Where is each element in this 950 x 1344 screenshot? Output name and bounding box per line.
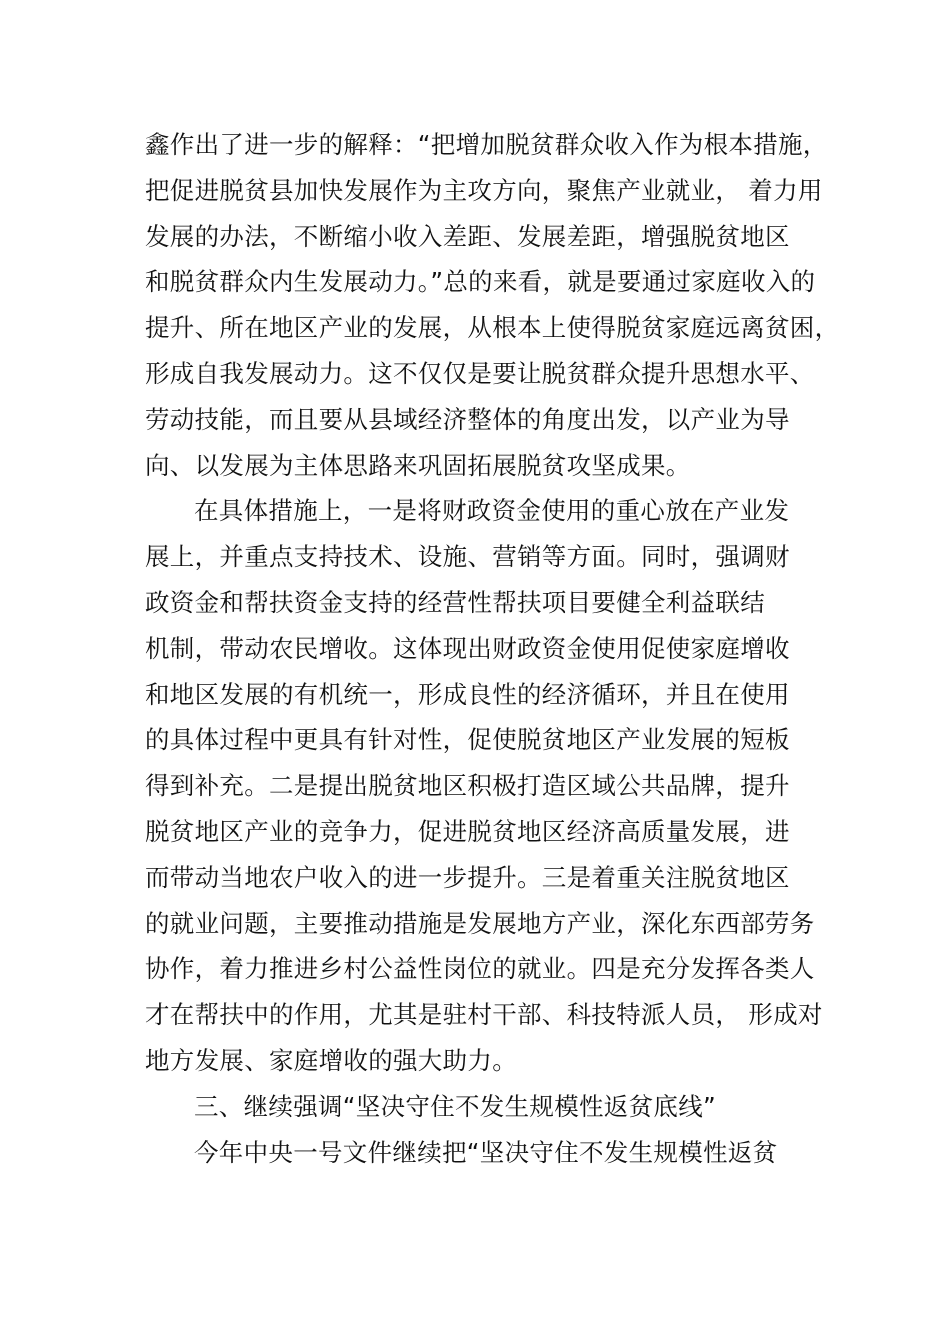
paragraph-first-line: 在具体措施上，一是将财政资金使用的重心放在产业发 <box>194 496 790 526</box>
text-line: 而带动当地农户收入的进一步提升。三是着重关注脱贫地区 <box>145 862 790 892</box>
text-line: 把促进脱贫县加快发展作为主攻方向，聚焦产业就业， 着力用 <box>145 175 823 205</box>
text-line: 才在帮扶中的作用，尤其是驻村干部、科技特派人员， 形成对 <box>145 1000 823 1030</box>
text-line: 提升、所在地区产业的发展，从根本上使得脱贫家庭远离贫困， <box>145 313 840 343</box>
body-text <box>145 122 840 1175</box>
text-line: 发展的办法，不断缩小收入差距、发展差距，增强脱贫地区 <box>145 221 790 251</box>
text-line: 协作，着力推进乡村公益性岗位的就业。四是充分发挥各类人 <box>145 954 815 984</box>
text-line: 和脱贫群众内生发展动力。”总的来看，就是要通过家庭收入的 <box>145 267 816 297</box>
text-line: 劳动技能，而且要从县域经济整体的角度出发，以产业为导 <box>145 404 790 434</box>
text-line: 政资金和帮扶资金支持的经营性帮扶项目要健全利益联结 <box>145 587 765 617</box>
text-line: 鑫作出了进一步的解释：“把增加脱贫群众收入作为根本措施， <box>145 130 828 159</box>
text-line: 的就业问题，主要推动措施是发展地方产业，深化东西部劳务 <box>145 908 815 938</box>
section-heading: 三、继续强调“坚决守住不发生规模性返贫底线” <box>194 1091 716 1121</box>
text-line: 的具体过程中更具有针对性，促使脱贫地区产业发展的短板 <box>145 725 790 755</box>
text-line: 机制，带动农民增收。这体现出财政资金使用促使家庭增收 <box>145 633 790 663</box>
text-line: 形成自我发展动力。这不仅仅是要让脱贫群众提升思想水平、 <box>145 358 815 388</box>
text-line: 脱贫地区产业的竞争力，促进脱贫地区经济高质量发展，进 <box>145 816 790 846</box>
text-line: 展上，并重点支持技术、设施、营销等方面。同时，强调财 <box>145 542 790 572</box>
paragraph-first-line: 今年中央一号文件继续把“坚决守住不发生规模性返贫 <box>194 1137 778 1167</box>
text-line: 地方发展、家庭增收的强大助力。 <box>145 1045 517 1075</box>
text-line: 得到补充。二是提出脱贫地区积极打造区域公共品牌，提升 <box>145 771 790 801</box>
text-line: 向、以发展为主体思路来巩固拓展脱贫攻坚成果。 <box>145 450 691 480</box>
text-line: 和地区发展的有机统一，形成良性的经济循环，并且在使用 <box>145 679 790 709</box>
